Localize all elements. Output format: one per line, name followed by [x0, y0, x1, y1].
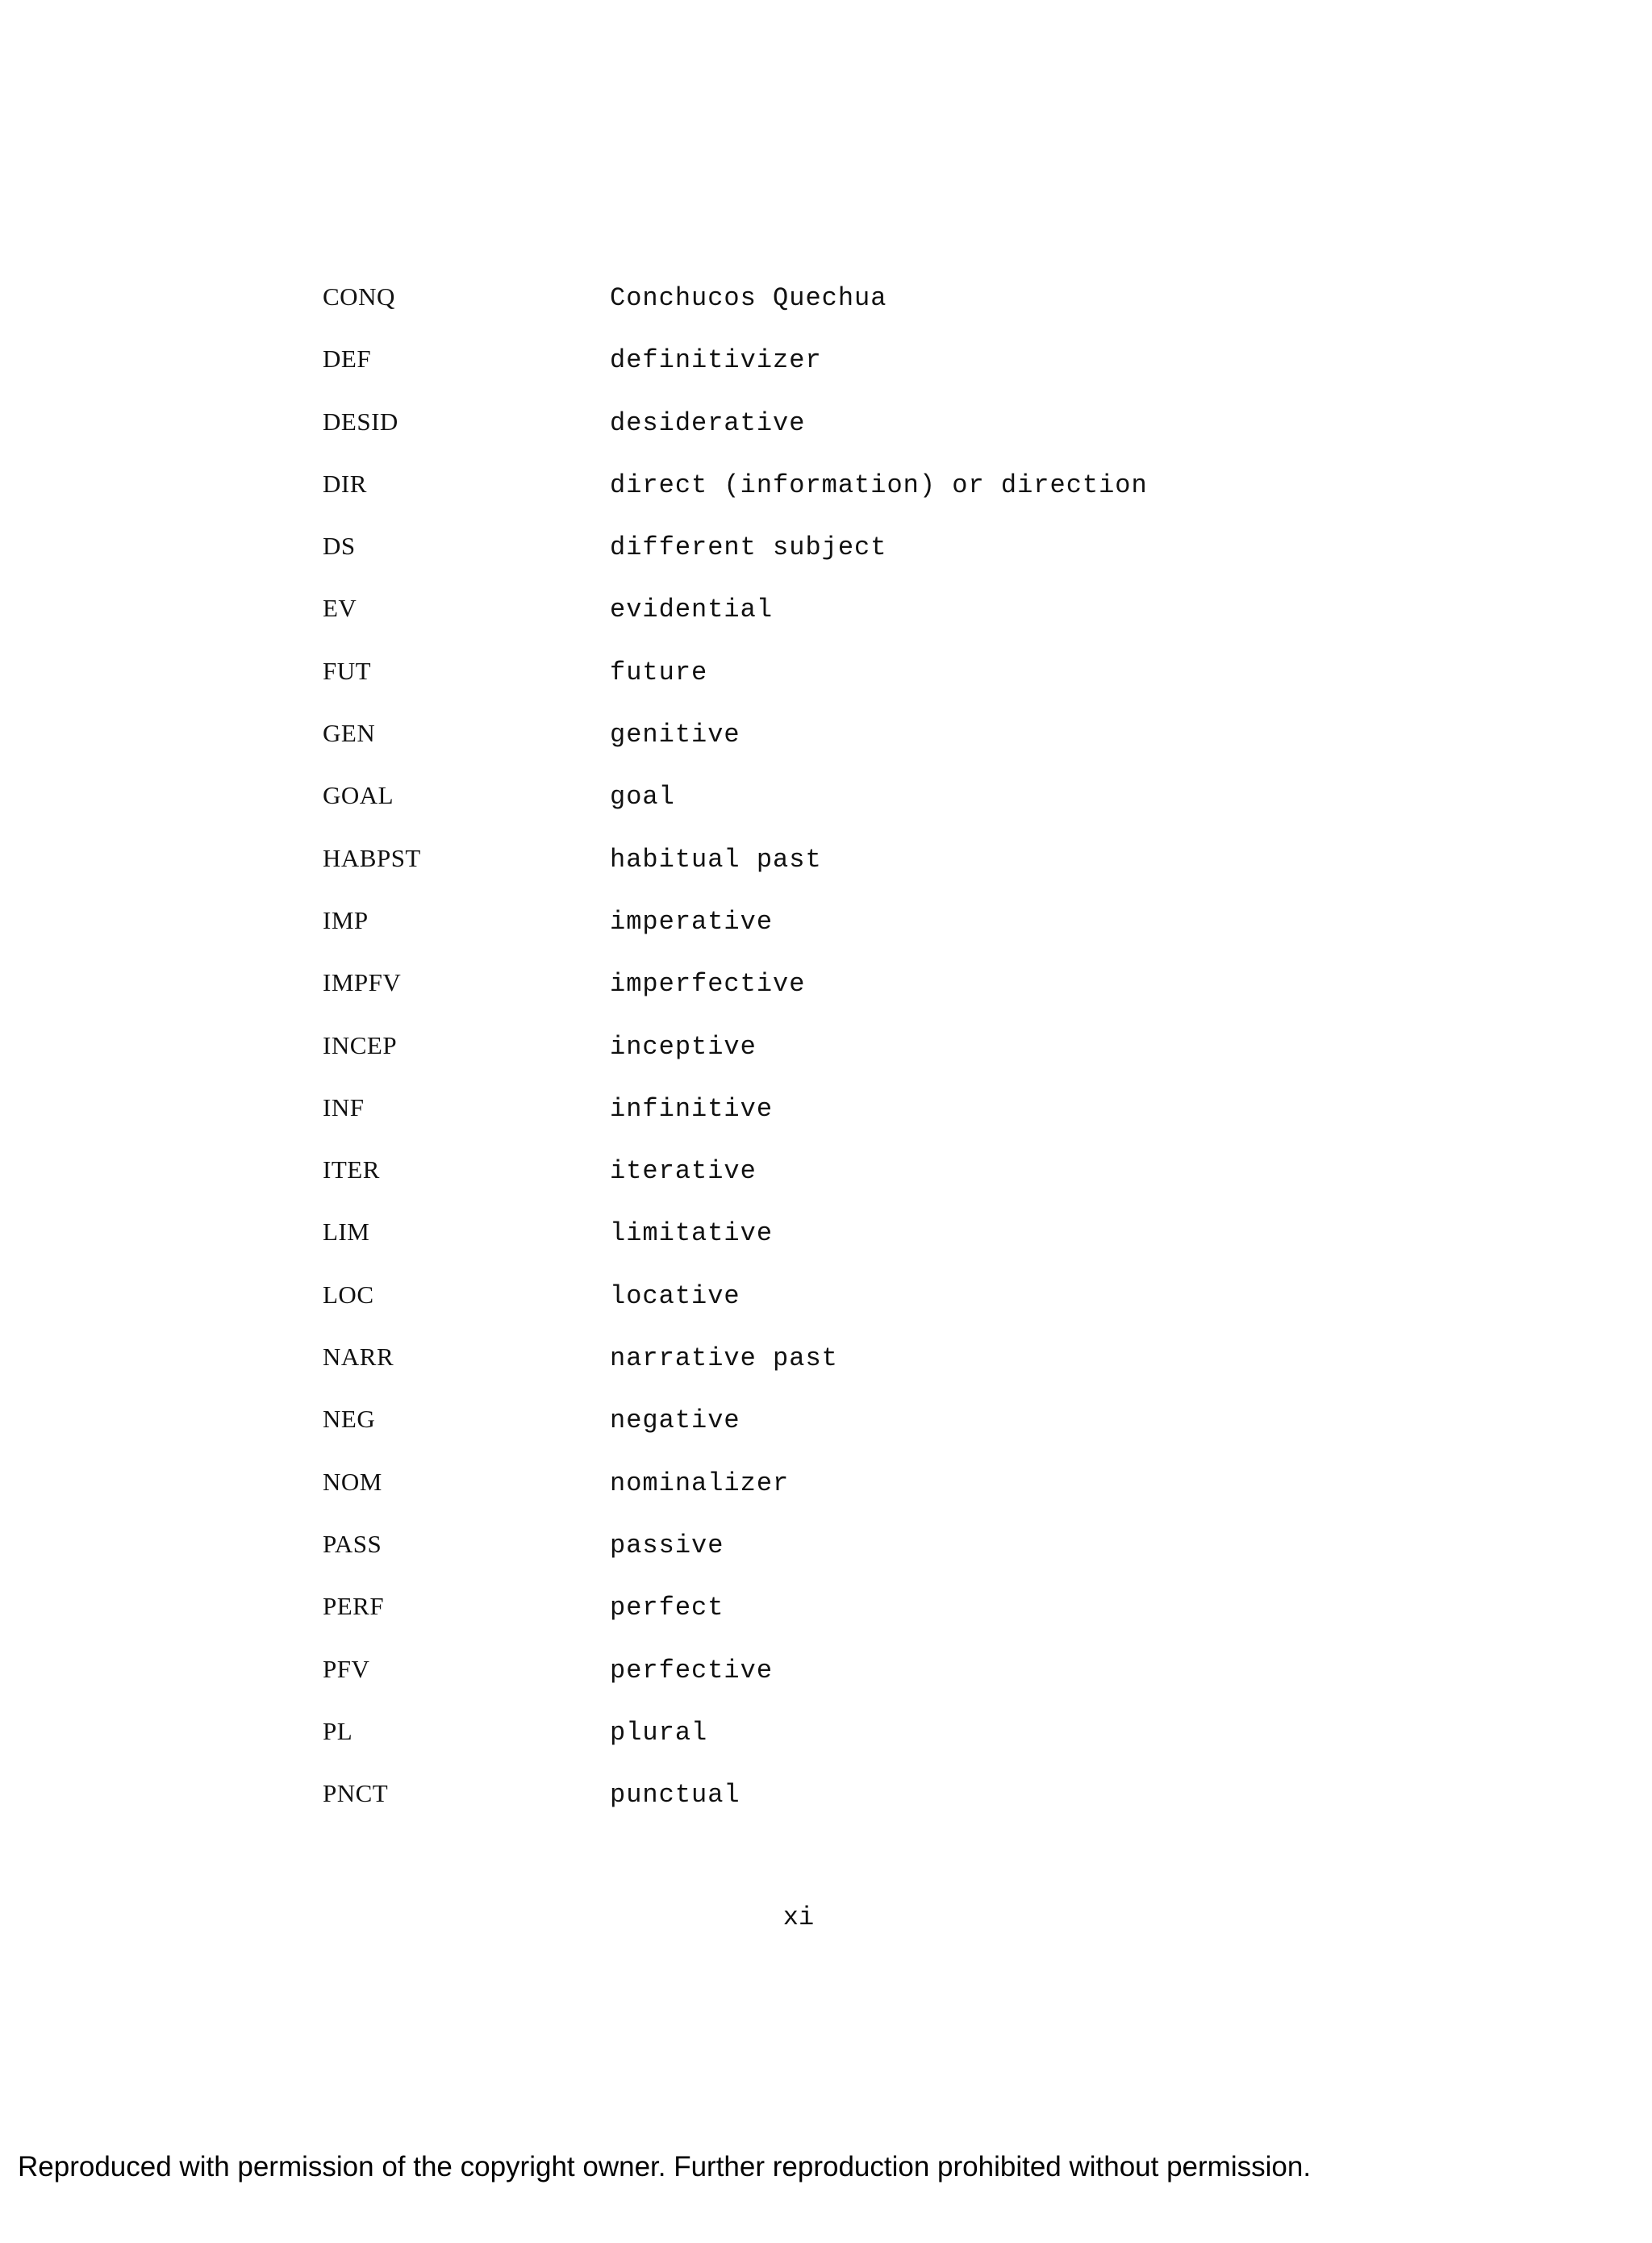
abbreviation-code: PASS: [323, 1529, 382, 1558]
abbreviation-code: LOC: [323, 1280, 374, 1309]
abbreviation-code: CONQ: [323, 282, 395, 311]
abbreviation-code: PERF: [323, 1592, 385, 1621]
abbreviation-row: [323, 282, 1291, 345]
abbreviation-code: GOAL: [323, 781, 394, 810]
abbreviation-list: [323, 282, 1291, 1841]
abbreviation-meaning: perfective: [610, 1655, 774, 1685]
abbreviation-meaning: imperfective: [610, 969, 806, 1000]
abbreviation-meaning: desiderative: [610, 407, 806, 438]
abbreviation-row: [323, 781, 1291, 843]
abbreviation-code: EV: [323, 594, 357, 623]
abbreviation-row: [323, 470, 1291, 532]
abbreviation-row: [323, 1592, 1291, 1654]
abbreviation-meaning: plural: [610, 1717, 708, 1748]
abbreviation-meaning: Conchucos Quechua: [610, 283, 887, 313]
abbreviation-meaning: negative: [610, 1406, 740, 1436]
abbreviation-code: DS: [323, 532, 356, 561]
abbreviation-meaning: different subject: [610, 533, 887, 563]
abbreviation-row: [323, 968, 1291, 1030]
abbreviation-row: [323, 407, 1291, 470]
abbreviation-code: LIM: [323, 1218, 370, 1247]
abbreviation-code: NEG: [323, 1405, 376, 1434]
abbreviation-row: [323, 1468, 1291, 1530]
abbreviation-meaning: inceptive: [610, 1031, 757, 1062]
abbreviation-row: [323, 532, 1291, 594]
abbreviation-row: [323, 1717, 1291, 1779]
abbreviation-row: [323, 1779, 1291, 1841]
abbreviation-row: [323, 1031, 1291, 1093]
abbreviation-row: [323, 345, 1291, 407]
abbreviation-code: DESID: [323, 407, 398, 436]
abbreviation-code: INF: [323, 1092, 365, 1122]
abbreviation-code: PFV: [323, 1654, 370, 1683]
abbreviation-meaning: narrative past: [610, 1343, 838, 1374]
page-number: xi: [782, 1903, 815, 1932]
abbreviation-code: GEN: [323, 719, 376, 748]
abbreviation-row: [323, 1343, 1291, 1405]
abbreviation-row: [323, 1093, 1291, 1155]
abbreviation-row: [323, 1280, 1291, 1343]
abbreviation-code: ITER: [323, 1155, 380, 1184]
abbreviation-code: PNCT: [323, 1779, 389, 1808]
abbreviation-meaning: nominalizer: [610, 1468, 790, 1498]
abbreviation-meaning: limitative: [610, 1218, 774, 1249]
abbreviation-code: HABPST: [323, 843, 421, 872]
abbreviation-row: [323, 594, 1291, 656]
abbreviation-meaning: genitive: [610, 720, 740, 750]
abbreviation-row: [323, 1155, 1291, 1218]
abbreviation-meaning: locative: [610, 1280, 740, 1311]
abbreviation-row: [323, 906, 1291, 968]
abbreviation-meaning: passive: [610, 1530, 724, 1560]
abbreviation-meaning: iterative: [610, 1156, 757, 1187]
abbreviation-code: NARR: [323, 1343, 394, 1372]
copyright-footer: Reproduced with permission of the copyright owner. Further reproduction prohibited without permission.: [18, 2151, 1312, 2182]
abbreviation-code: IMPFV: [323, 968, 402, 997]
abbreviation-meaning: habitual past: [610, 844, 822, 875]
abbreviation-row: [323, 1655, 1291, 1717]
abbreviation-meaning: goal: [610, 782, 675, 812]
abbreviation-row: [323, 1218, 1291, 1280]
abbreviation-code: IMP: [323, 905, 369, 934]
abbreviation-code: NOM: [323, 1467, 382, 1496]
abbreviation-code: INCEP: [323, 1030, 398, 1059]
abbreviation-row: [323, 844, 1291, 906]
abbreviation-code: PL: [323, 1716, 353, 1745]
abbreviation-row: [323, 1405, 1291, 1467]
abbreviation-meaning: perfect: [610, 1593, 724, 1623]
abbreviation-meaning: future: [610, 657, 708, 687]
abbreviation-meaning: punctual: [610, 1780, 740, 1811]
abbreviation-meaning: definitivizer: [610, 345, 822, 376]
abbreviation-code: DIR: [323, 469, 367, 498]
abbreviation-row: [323, 1530, 1291, 1592]
abbreviation-meaning: imperative: [610, 906, 774, 937]
abbreviation-meaning: direct (information) or direction: [610, 470, 1148, 500]
abbreviation-meaning: infinitive: [610, 1093, 774, 1124]
abbreviation-row: [323, 657, 1291, 719]
abbreviation-meaning: evidential: [610, 595, 774, 625]
abbreviation-row: [323, 719, 1291, 781]
abbreviation-code: DEF: [323, 345, 372, 374]
abbreviation-code: FUT: [323, 656, 372, 685]
